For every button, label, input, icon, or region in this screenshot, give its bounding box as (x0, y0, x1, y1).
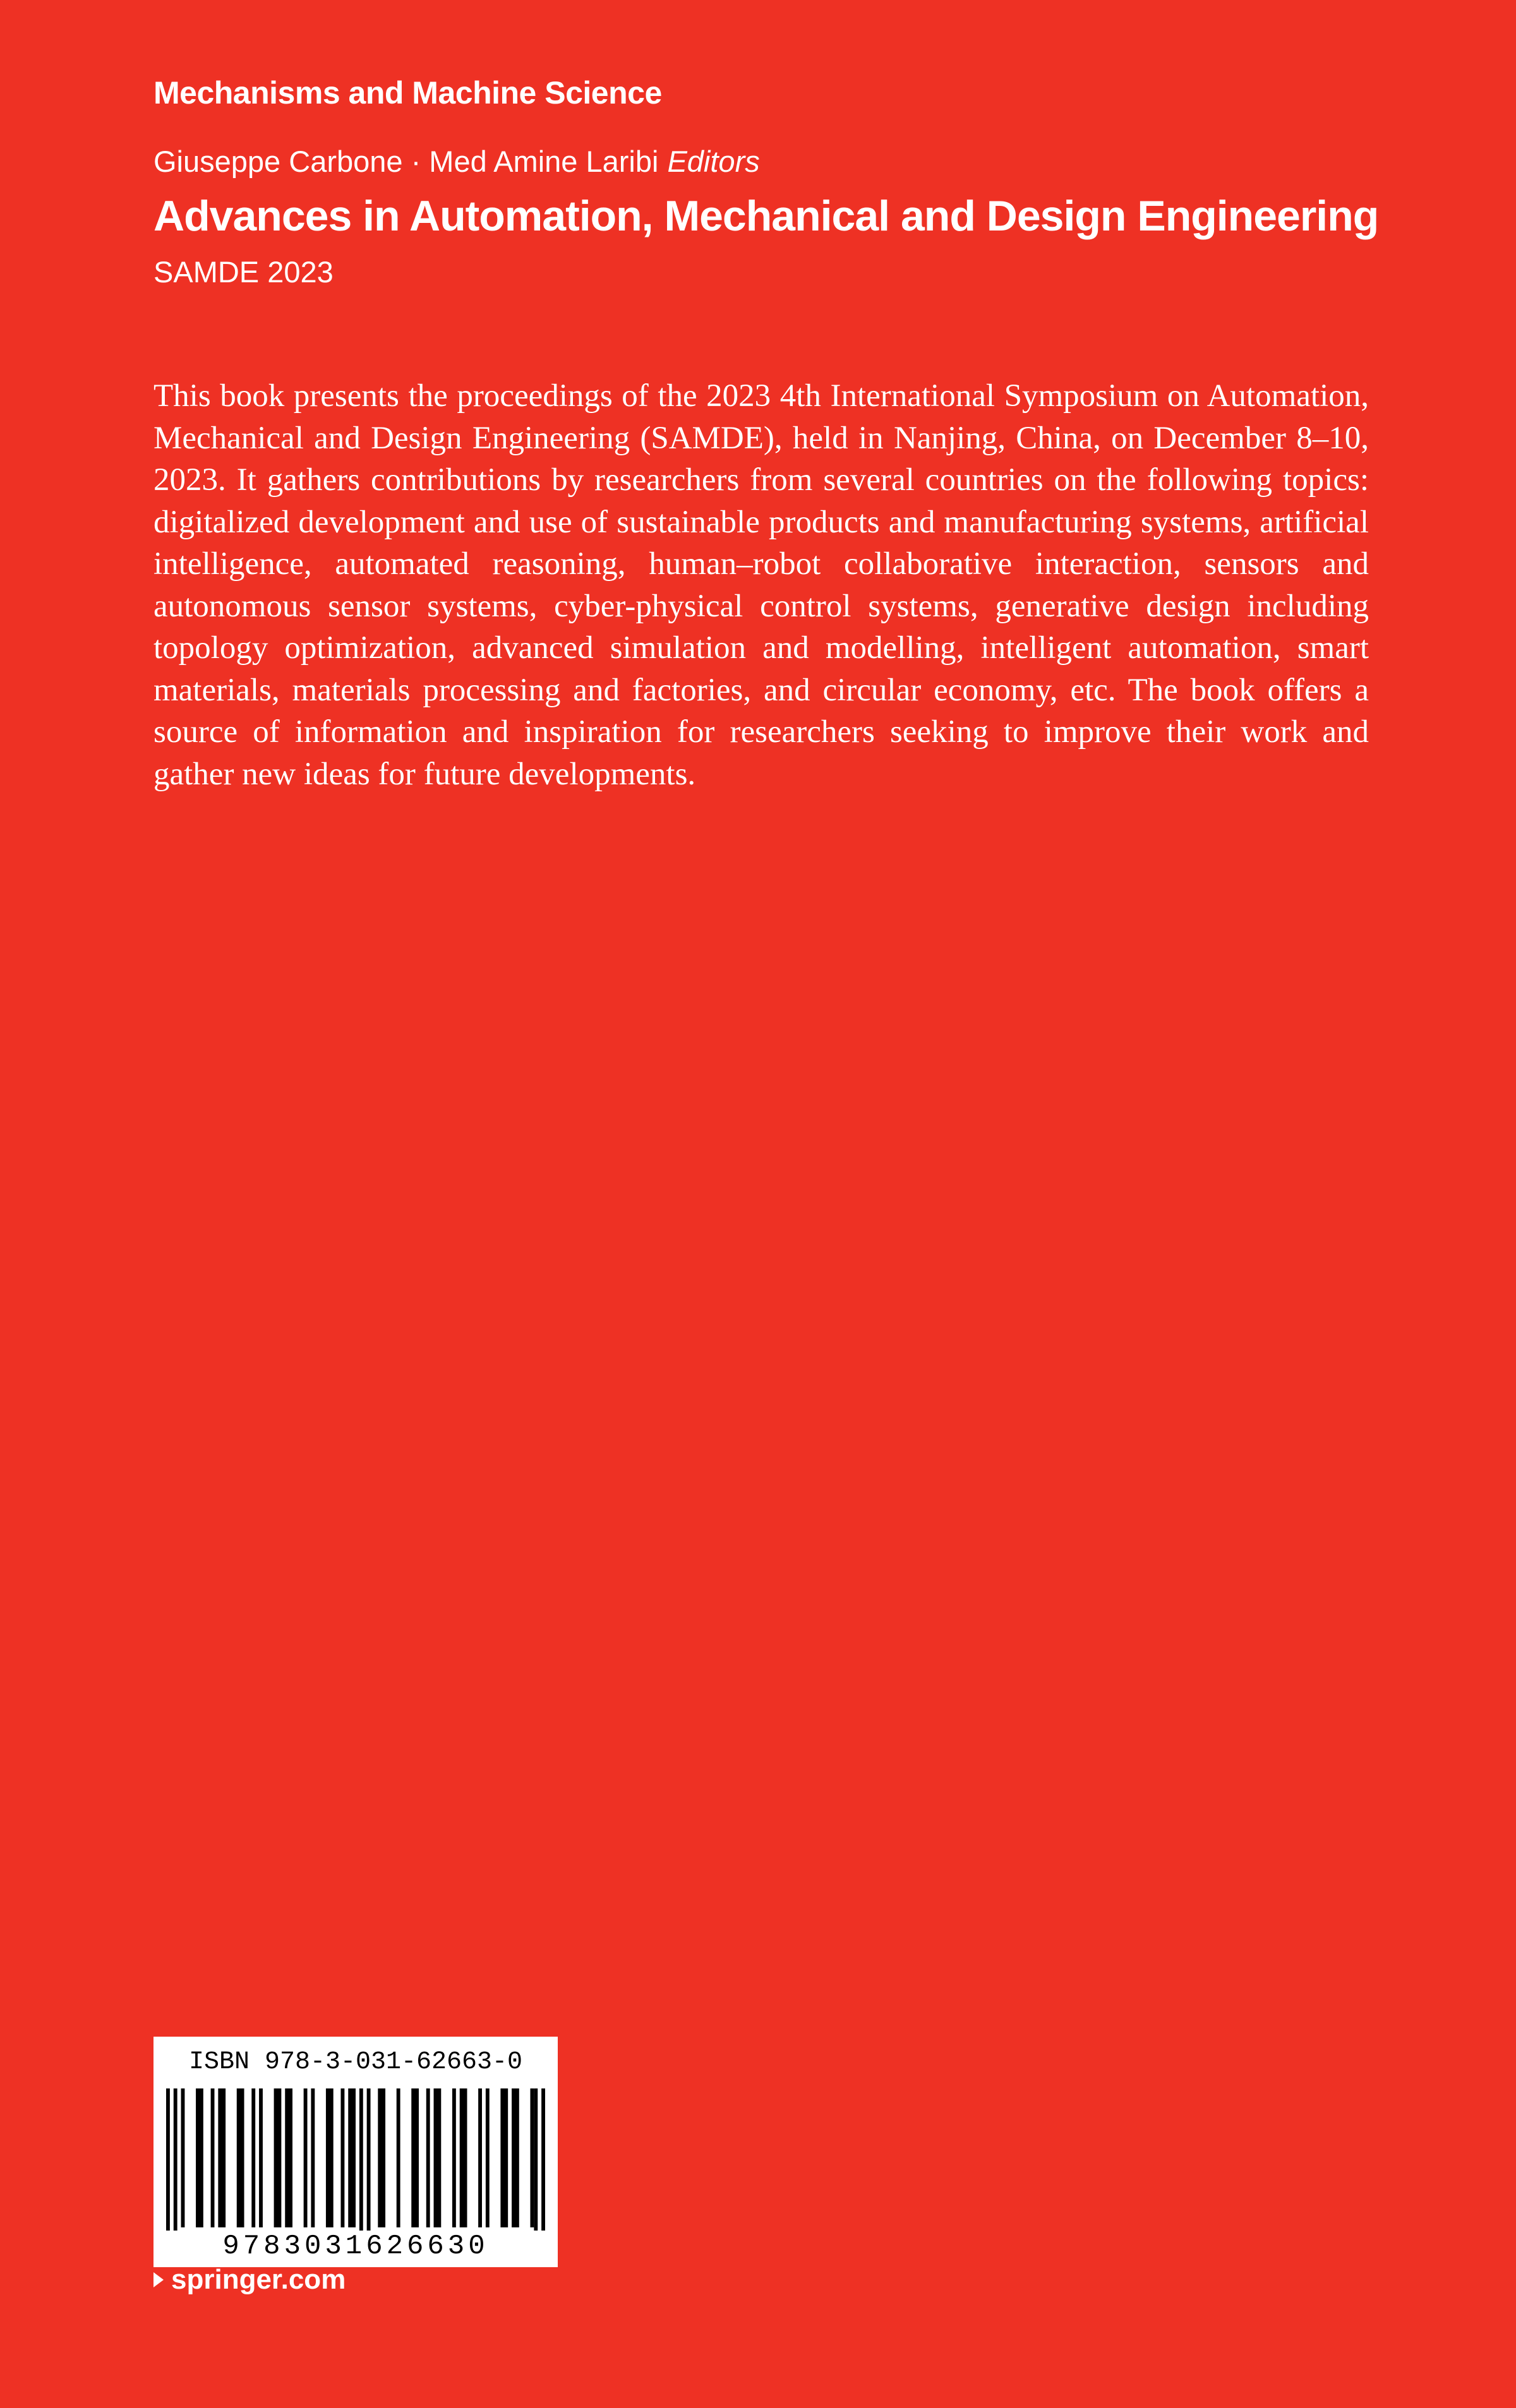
barcode-bar (274, 2088, 282, 2227)
isbn-barcode-box (153, 2037, 558, 2267)
barcode-bar (348, 2088, 356, 2227)
barcode-bar (174, 2088, 177, 2246)
barcode-bar (311, 2088, 315, 2227)
book-subtitle: SAMDE 2023 (153, 255, 334, 289)
isbn-label: ISBN 978-3-031-62663-0 (188, 2048, 523, 2076)
barcode-bar (211, 2088, 215, 2227)
barcode-bar (237, 2088, 244, 2227)
barcode-bar (534, 2088, 538, 2246)
editors-role: Editors (667, 145, 760, 178)
barcode-bar (218, 2088, 226, 2227)
barcode-bar (460, 2088, 467, 2227)
barcode-bar (166, 2088, 170, 2246)
publisher-link[interactable] (153, 2264, 346, 2296)
barcode-digits: 9783031626630 (166, 2231, 545, 2262)
barcode-bar (500, 2088, 508, 2227)
barcode-bar (530, 2088, 534, 2227)
barcode-bar (411, 2088, 419, 2227)
barcode-bar (285, 2088, 292, 2227)
barcode-bar (259, 2088, 263, 2227)
book-description: This book presents the proceedings of the 2023 4th International Symposium on Automation, Mechanical and Design Engineering (SAMDE), held in Nanjing, China, on December 8–10, 2023. It gathers contributions by researchers from several countries on the following topics: digitalized development and use of sustainable products and manufacturing systems, artificial intelligence, automated reasoning, human–robot collaborative interaction, sensors and autonomous sensor systems, cyber-physical control systems, generative design including topology optimization, advanced simulation and modelling, intelligent automation, smart materials, materials processing and factories, and circular economy, etc. The book offers a source of information and inspiration for researchers seeking to improve their work and gather new ideas for future developments. (153, 378, 1369, 792)
book-title: Advances in Automation, Mechanical and Design Engineering (153, 192, 1379, 240)
barcode-bar (181, 2088, 185, 2227)
barcode-bar (340, 2088, 344, 2227)
editors-line (153, 144, 760, 179)
barcode-bar (378, 2088, 385, 2227)
barcode-bar (359, 2088, 363, 2246)
barcode-bar (251, 2088, 255, 2227)
barcode-bar (397, 2088, 400, 2227)
barcode-bar (434, 2088, 442, 2227)
barcode-bar (478, 2088, 482, 2227)
barcode-bar (486, 2088, 490, 2227)
arrow-right-icon (153, 2272, 164, 2287)
barcode-bar (452, 2088, 456, 2227)
barcode-bar (304, 2088, 308, 2227)
barcode-bar (196, 2088, 203, 2227)
series-name: Mechanisms and Machine Science (153, 75, 662, 111)
barcode-bar (426, 2088, 430, 2227)
editor-names: Giuseppe Carbone · Med Amine Laribi (153, 145, 659, 178)
publisher-url: springer.com (171, 2264, 346, 2295)
barcode-bar (367, 2088, 371, 2246)
barcode-bar (541, 2088, 545, 2246)
barcode-bar (326, 2088, 334, 2227)
barcode-bar (512, 2088, 519, 2227)
barcode-bars (166, 2088, 545, 2246)
